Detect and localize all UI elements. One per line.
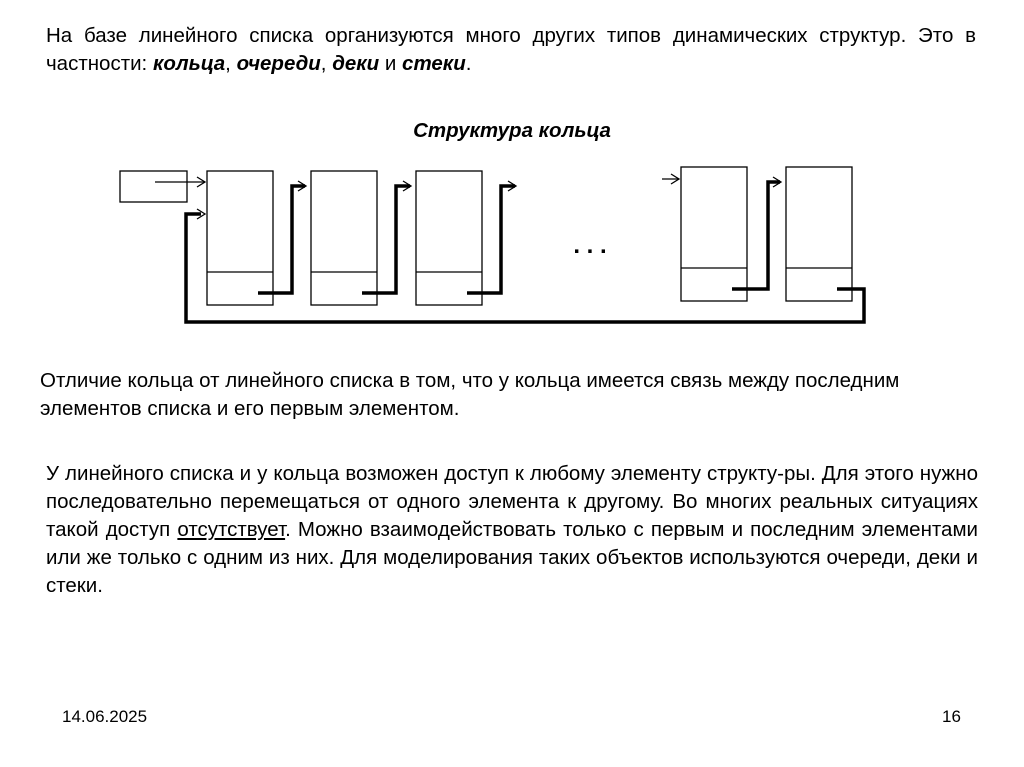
term-rings: кольца (152, 52, 226, 75)
term-deques: деки (332, 52, 380, 75)
term-stacks: стеки (402, 52, 466, 75)
term-queues: очереди (236, 52, 321, 75)
intro-separator: , (225, 52, 237, 75)
intro-end: . (465, 52, 472, 75)
list-node-2 (311, 171, 377, 305)
link-penultimate-last (732, 182, 780, 289)
intro-separator: и (379, 52, 403, 75)
link-1-2 (258, 186, 305, 293)
head-pointer-arrow (155, 177, 205, 187)
ring-return-link (186, 214, 864, 322)
ring-structure-diagram (0, 150, 1024, 335)
footer-date: 14.06.2025 (62, 707, 148, 726)
access-text-end: . Можно взаимодействовать только с первым и последним элементами или же только с одним из них. Для моделирования таких объектов используются очереди, деки и стеки. (46, 518, 978, 597)
difference-paragraph: Отличие кольца от линейного списка в том, что у кольца имеется связь между последним элементов списка и его первым элементом. (40, 369, 900, 420)
list-node-3 (416, 171, 482, 305)
underlined-word: отсутствует (177, 518, 286, 541)
link-3-next (467, 186, 515, 293)
list-node-1 (207, 171, 273, 305)
diagram-title: Структура кольца (413, 119, 611, 142)
intro-separator: , (320, 52, 333, 75)
intro-text: На базе линейного списка организуются много других типов динамических структур. Это в частности: (46, 24, 976, 75)
incoming-arrow (662, 174, 679, 184)
ellipsis: . . . (573, 232, 607, 259)
access-text: У линейного списка и у кольца возможен доступ к любому элементу структу-ры. Для этого нужно последовательно перемещаться от одного элемента к другому. Во многих реальных ситуациях такой доступ (46, 462, 978, 541)
intro-paragraph (46, 22, 976, 78)
access-paragraph (46, 460, 978, 600)
list-node-penultimate (681, 167, 747, 301)
link-2-3 (362, 186, 410, 293)
list-node-last (786, 167, 852, 301)
head-pointer-box (120, 171, 187, 202)
page-number: 16 (942, 707, 961, 726)
